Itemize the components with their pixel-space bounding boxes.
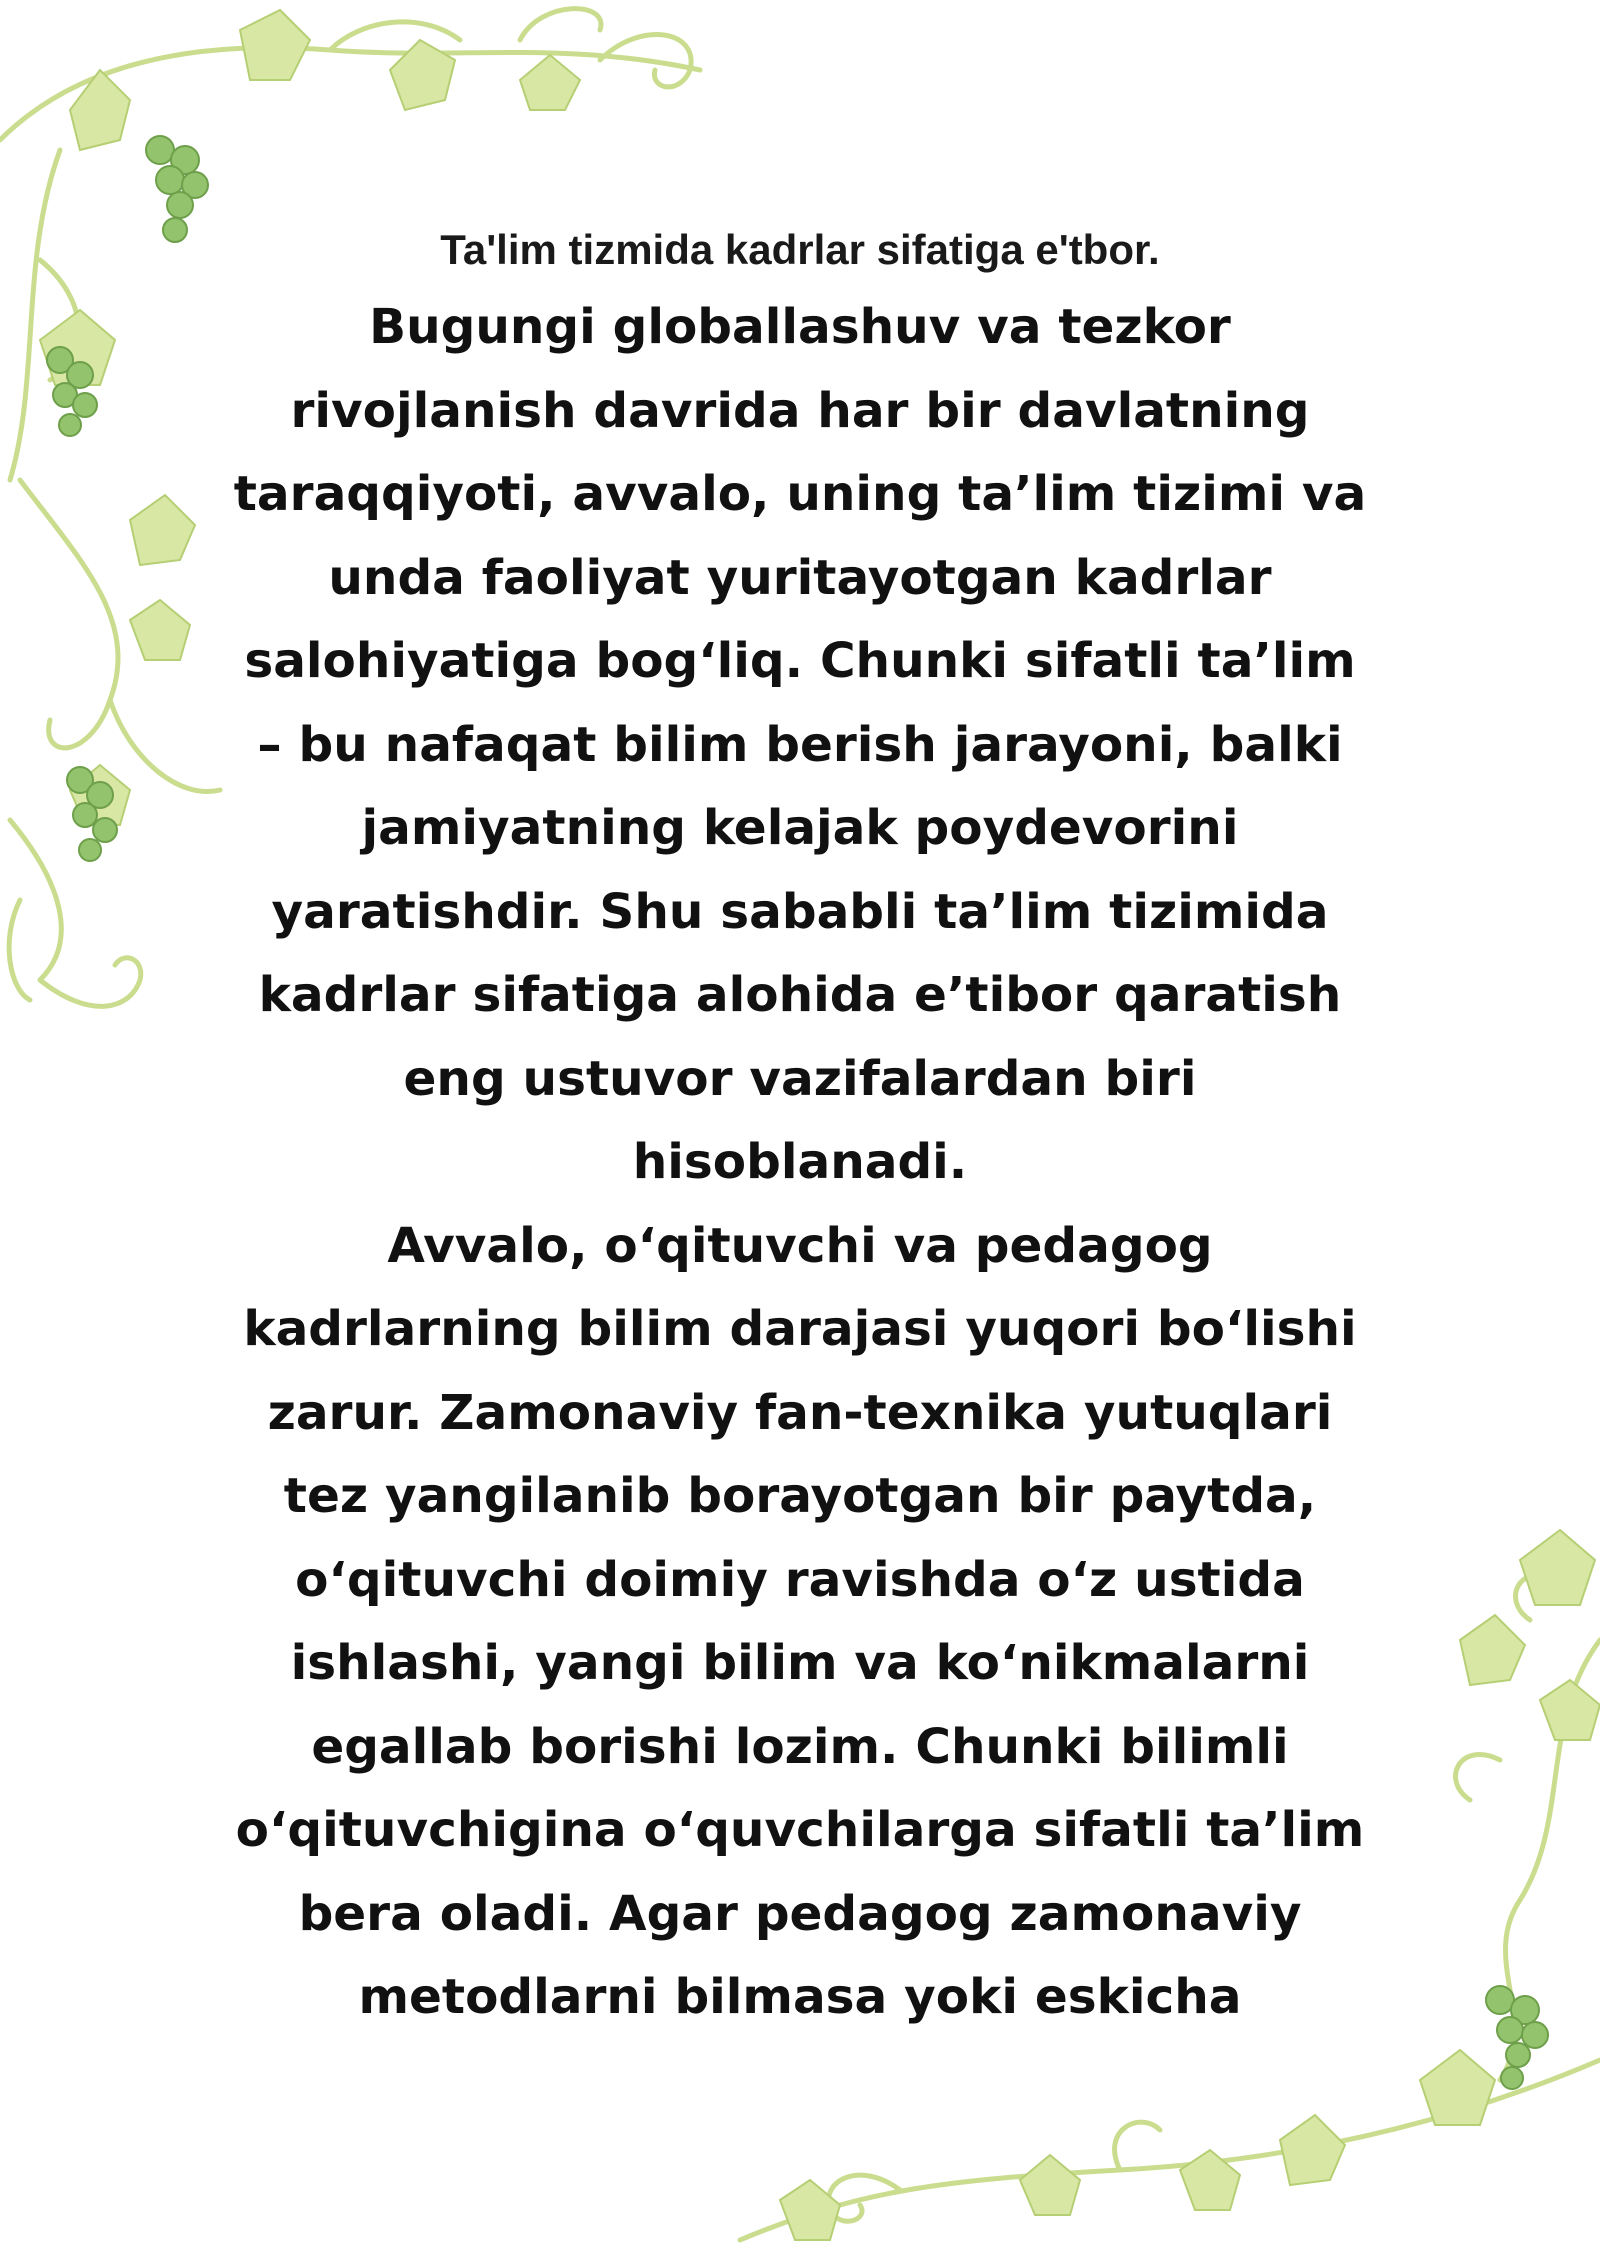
text-line: ishlashi, yangi bilim va ko‘nikmalarni <box>290 1635 1310 1691</box>
paragraph-2 <box>230 1205 1370 2040</box>
text-line: Bugungi globallashuv va tezkor <box>369 299 1231 355</box>
text-line: hisoblanadi. <box>632 1134 968 1190</box>
text-line: eng ustuvor vazifalardan biri <box>403 1050 1197 1107</box>
text-line: egallab borishi lozim. Chunki bilimli <box>311 1718 1289 1775</box>
text-line: kadrlar sifatiga alohida e’tibor qaratish <box>258 967 1342 1023</box>
text-line: jamiyatning kelajak poydevorini <box>361 800 1239 856</box>
text-line: rivojlanish davrida har bir davlatning <box>290 382 1310 439</box>
text-line: o‘qituvchigina o‘quvchilarga sifatli ta’lim <box>235 1802 1365 1858</box>
text-line: salohiyatiga bog‘liq. Chunki sifatli ta’lim <box>244 633 1356 689</box>
document-body <box>230 220 1370 2040</box>
text-line: tez yangilanib borayotgan bir paytda, <box>283 1468 1317 1524</box>
text-line: bera oladi. Agar pedagog zamonaviy <box>298 1885 1302 1942</box>
text-line: metodlarni bilmasa yoki eskicha <box>358 1969 1242 2025</box>
bottom-right-grapes <box>1486 1986 1548 2089</box>
paragraph-1 <box>230 286 1370 1205</box>
text-line: Avvalo, o‘qituvchi va pedagog <box>387 1217 1213 1274</box>
text-line: unda faoliyat yuritayotgan kadrlar <box>328 549 1272 606</box>
text-line: – bu nafaqat bilim berish jarayoni, balki <box>257 716 1343 773</box>
text-line: zarur. Zamonaviy fan-texnika yutuqlari <box>267 1384 1333 1441</box>
text-line: kadrlarning bilim darajasi yuqori bo‘lishi <box>243 1301 1357 1357</box>
top-left-grapes <box>47 136 208 861</box>
document-title: Ta'lim tizmida kadrlar sifatiga e'tbor. <box>440 226 1160 273</box>
text-line: taraqqiyoti, avvalo, uning ta’lim tizimi va <box>233 466 1367 522</box>
text-line: o‘qituvchi doimiy ravishda o‘z ustida <box>295 1551 1305 1608</box>
text-line: yaratishdir. Shu sababli ta’lim tizimida <box>271 883 1329 940</box>
